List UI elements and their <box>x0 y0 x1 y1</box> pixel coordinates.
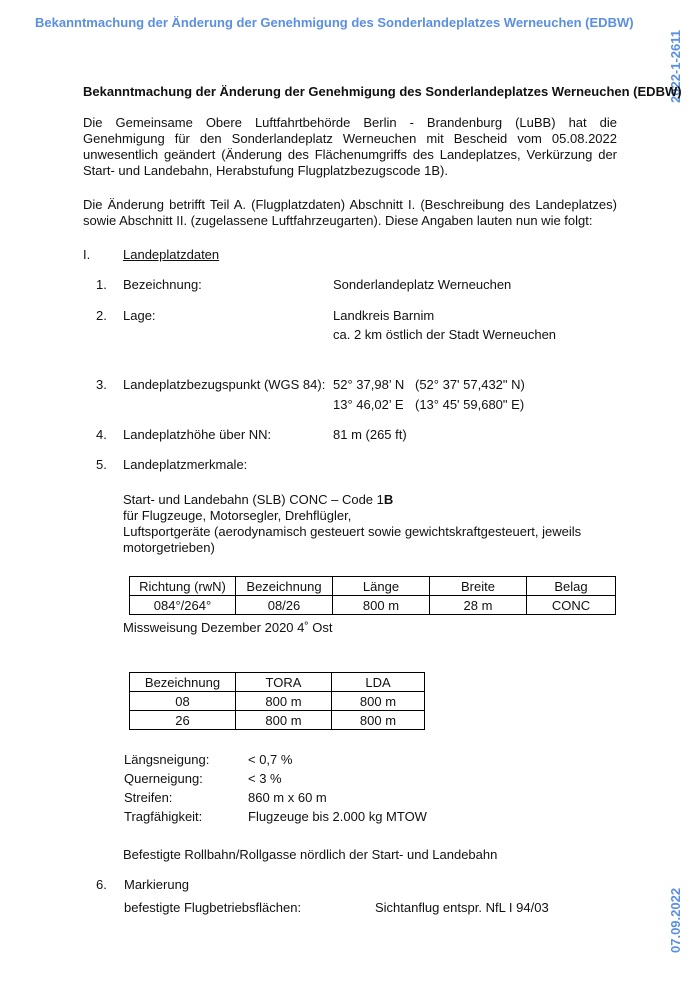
declared-distances-header: LDA <box>332 673 425 692</box>
runway-description-line4: motorgetrieben) <box>123 540 215 555</box>
table-row <box>130 596 616 615</box>
latitude-dms-value: (52° 37' 57,432" N) <box>415 377 525 392</box>
item-4-label: Landeplatzhöhe über NN: <box>123 427 272 442</box>
item-1-number: 1. <box>96 277 107 292</box>
item-2-number: 2. <box>96 308 107 323</box>
table-cell: 28 m <box>430 596 527 615</box>
document-title: Bekanntmachung der Änderung der Genehmigung des Sonderlandeplatzes Werneuchen (EDBW) <box>83 84 682 99</box>
declared-distances-table <box>129 672 425 730</box>
table-cell: 800 m <box>332 692 425 711</box>
item-1-value: Sonderlandeplatz Werneuchen <box>333 277 512 292</box>
declared-distances-header: Bezeichnung <box>130 673 236 692</box>
table-cell: 800 m <box>236 692 332 711</box>
item-2-label: Lage: <box>123 308 156 323</box>
item-4-value: 81 m (265 ft) <box>333 427 407 442</box>
runway-table-header: Breite <box>430 577 527 596</box>
runway-code-letter: B <box>383 492 394 507</box>
spec-label-slope-long: Längsneigung: <box>124 752 210 767</box>
runway-table-header: Bezeichnung <box>236 577 333 596</box>
item-1-label: Bezeichnung: <box>123 277 202 292</box>
table-cell: 800 m <box>333 596 430 615</box>
magnetic-variation-note: Missweisung Dezember 2020 4˚ Ost <box>123 620 333 635</box>
table-cell: 800 m <box>332 711 425 730</box>
table-row <box>130 692 425 711</box>
page-header-title: Bekanntmachung der Änderung der Genehmigung des Sonderlandeplatzes Werneuchen (EDBW) <box>35 15 634 30</box>
taxiway-note: Befestigte Rollbahn/Rollgasse nördlich der Start- und Landebahn <box>123 847 498 862</box>
table-cell: 08 <box>130 692 236 711</box>
runway-description-line2: für Flugzeuge, Motorsegler, Drehflügler, <box>123 508 352 523</box>
item-3-label: Landeplatzbezugspunkt (WGS 84): <box>123 377 326 392</box>
spec-label-bearing: Tragfähigkeit: <box>124 809 203 824</box>
document-date-label: 07.09.2022 <box>668 887 683 953</box>
spec-value-slope-long: < 0,7 % <box>248 752 293 767</box>
spec-value-slope-cross: < 3 % <box>248 771 282 786</box>
item-6-label: Markierung <box>124 877 190 892</box>
section-heading: Landeplatzdaten <box>123 247 220 262</box>
latitude-value: 52° 37,98’ N <box>333 377 405 392</box>
table-cell: 08/26 <box>236 596 333 615</box>
runway-table-header: Richtung (rwN) <box>130 577 236 596</box>
spec-label-strip: Streifen: <box>124 790 173 805</box>
longitude-dms-value: (13° 45' 59,680" E) <box>415 397 525 412</box>
intro-paragraph: Die Gemeinsame Obere Luftfahrtbehörde Berlin - Brandenburg (LuBB) hat die Genehmigung für den Sonderlandeplatz Werneuchen mit Bescheid vom 05.08.2022 unwesentlich geändert (Änderung des Flächenumgriffs des Landeplatzes, Verkürzung der Start- und Landebahn, Herabstufung Flugplatzbezugscode 1B). <box>83 115 617 178</box>
declared-distances-header-row <box>130 673 425 692</box>
scope-paragraph: Die Änderung betrifft Teil A. (Flugplatzdaten) Abschnitt I. (Beschreibung des Landeplatzes) sowie Abschnitt II. (zugelassene Luftfahrzeugarten). Diese Angaben lauten nun wie folgt: <box>83 197 617 228</box>
spec-label-slope-cross: Querneigung: <box>124 771 203 786</box>
item-6-number: 6. <box>96 877 107 892</box>
runway-table-header: Länge <box>333 577 430 596</box>
spec-value-strip: 860 m x 60 m <box>248 790 327 805</box>
runway-table-header: Belag <box>527 577 616 596</box>
table-cell: 084°/264° <box>130 596 236 615</box>
item-4-number: 4. <box>96 427 107 442</box>
item-5-label: Landeplatzmerkmale: <box>123 457 248 472</box>
runway-table-header-row <box>130 577 616 596</box>
runway-description-line3: Luftsportgeräte (aerodynamisch gesteuert sowie gewichtskraftgesteuert, jeweils <box>123 524 582 539</box>
table-row <box>130 711 425 730</box>
spec-value-bearing: Flugzeuge bis 2.000 kg MTOW <box>248 809 427 824</box>
item-5-number: 5. <box>96 457 107 472</box>
item-6-value: Sichtanflug entspr. NfL I 94/03 <box>375 900 549 915</box>
runway-table <box>129 576 616 615</box>
item-2-value-line2: ca. 2 km östlich der Stadt Werneuchen <box>333 327 557 342</box>
longitude-value: 13° 46,02’ E <box>333 397 404 412</box>
document-id-label: 2022-1-2611 <box>668 29 683 103</box>
table-cell: 26 <box>130 711 236 730</box>
declared-distances-header: TORA <box>236 673 332 692</box>
section-number: I. <box>83 247 91 262</box>
item-2-value-line1: Landkreis Barnim <box>333 308 435 323</box>
item-6-sub-label: befestigte Flugbetriebsflächen: <box>124 900 302 915</box>
runway-description-line1: Start- und Landebahn (SLB) CONC – Code 1B <box>123 492 394 507</box>
table-cell: 800 m <box>236 711 332 730</box>
item-3-number: 3. <box>96 377 107 392</box>
table-cell: CONC <box>527 596 616 615</box>
